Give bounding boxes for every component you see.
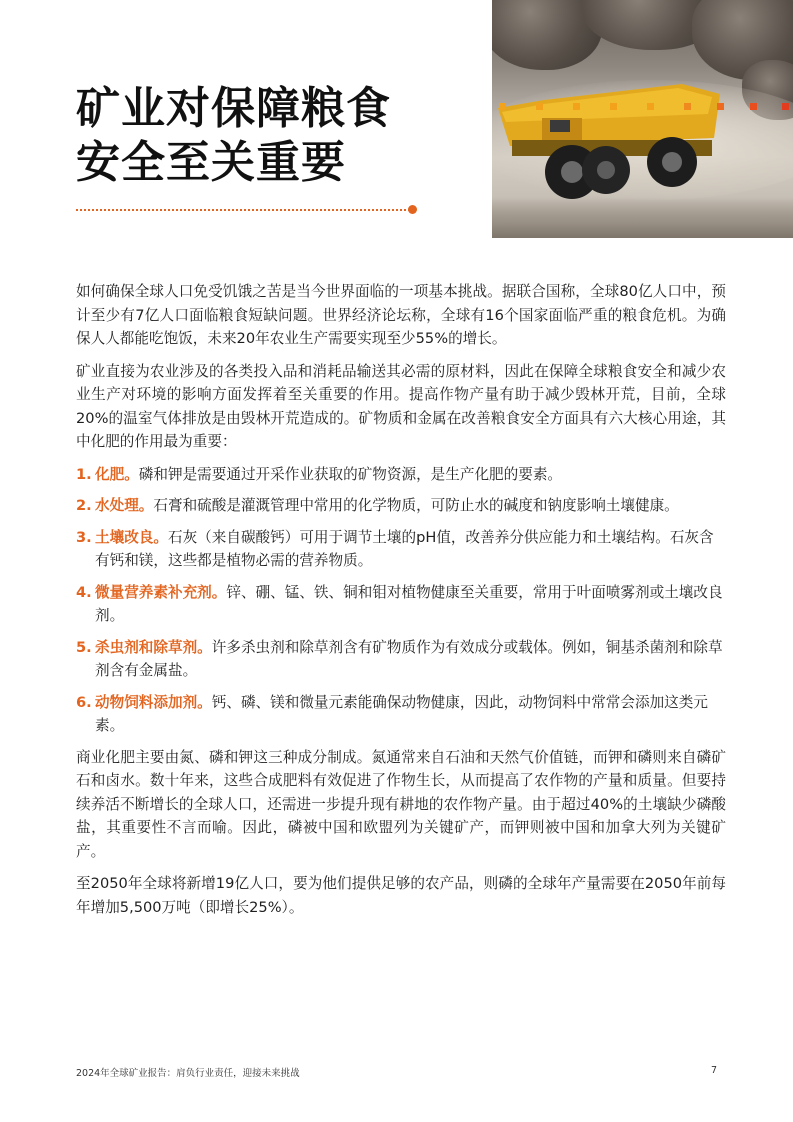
title-line-1: 矿业对保障粮食 bbox=[76, 83, 391, 134]
list-item-body: 钙、磷、镁和微量元素能确保动物健康，因此，动物饲料中常常会添加这类元素。 bbox=[95, 693, 708, 734]
list-item-heading: 动物饲料添加剂。 bbox=[95, 693, 212, 711]
list-item-body: 磷和钾是需要通过开采作业获取的矿物资源，是生产化肥的要素。 bbox=[138, 465, 563, 483]
list-item-heading: 水处理。 bbox=[95, 497, 154, 514]
list-item-number: 5. bbox=[76, 638, 92, 656]
list-item-heading: 土壤改良。 bbox=[95, 528, 168, 546]
list-item-body: 石灰（来自碳酸钙）可用于调节土壤的pH值，改善养分供应能力和土壤结构。石灰含有钙和镁，这些都是植物必需的营养物质。 bbox=[95, 528, 714, 569]
footer-report-title: 2024年全球矿业报告：肩负行业责任，迎接未来挑战 bbox=[76, 1068, 300, 1079]
list-item-heading: 化肥。 bbox=[95, 465, 139, 483]
article-body bbox=[76, 280, 726, 928]
list-item-text bbox=[95, 581, 726, 628]
accent-dot-9 bbox=[782, 103, 789, 110]
list-item bbox=[76, 463, 726, 487]
paragraph-phosphorus-demand: 至2050年全球将新增19亿人口，要为他们提供足够的农产品，则磷的全球年产量需要在2050年前每年增加5,500万吨（即增长25%）。 bbox=[76, 875, 726, 916]
mining-truck-icon bbox=[492, 0, 793, 238]
list-item-number: 4. bbox=[76, 583, 92, 601]
accent-dot-3 bbox=[573, 103, 580, 110]
list-item-text bbox=[95, 691, 726, 738]
list-item bbox=[76, 691, 726, 738]
intro-paragraph-2: 矿业直接为农业涉及的各类投入品和消耗品输送其必需的原材料，因此在保障全球粮食安全和减少农业生产对环境的影响方面发挥着至关重要的作用。提高作物产量有助于减少毁林开荒，目前，全球20%的温室气体排放是由毁林开荒造成的。矿物质和金属在改善粮食安全方面具有六大核心用途，其中化肥的作用最为重要： bbox=[76, 362, 726, 450]
list-item-text bbox=[95, 636, 726, 683]
title-dotted-rule bbox=[76, 209, 410, 211]
title-line-2: 安全至关重要 bbox=[76, 137, 346, 188]
accent-dot-7 bbox=[717, 103, 724, 110]
list-item-heading: 杀虫剂和除草剂。 bbox=[95, 638, 212, 656]
accent-dot-6 bbox=[684, 103, 691, 110]
list-item-text bbox=[95, 526, 726, 573]
list-item-body: 石膏和硫酸是灌溉管理中常用的化学物质，可防止水的碱度和钠度影响土壤健康。 bbox=[153, 497, 679, 514]
list-item bbox=[76, 526, 726, 573]
accent-dot-1 bbox=[499, 103, 506, 110]
title-rule-end-dot bbox=[408, 205, 417, 214]
list-item bbox=[76, 494, 726, 518]
accent-dot-5 bbox=[647, 103, 654, 110]
list-item-number: 2. bbox=[76, 497, 92, 514]
accent-dot-4 bbox=[610, 103, 617, 110]
hero-photo-mining-truck bbox=[492, 0, 793, 238]
list-item-number: 3. bbox=[76, 528, 92, 546]
intro-paragraph-1: 如何确保全球人口免受饥饿之苦是当今世界面临的一项基本挑战。据联合国称，全球80亿人口中，预计至少有7亿人口面临粮食短缺问题。世界经济论坛称，全球有16个国家面临严重的粮食危机。为确保人人都能吃饱饭，未来20年农业生产需要实现至少55%的增长。 bbox=[76, 283, 726, 347]
list-item bbox=[76, 581, 726, 628]
page-title bbox=[76, 82, 476, 190]
list-item bbox=[76, 636, 726, 683]
accent-dot-8 bbox=[750, 103, 757, 110]
list-item-number: 1. bbox=[76, 465, 92, 483]
list-item-text bbox=[95, 494, 726, 518]
list-item-heading: 微量营养素补充剂。 bbox=[95, 583, 227, 601]
paragraph-fertilizer-composition: 商业化肥主要由氮、磷和钾这三种成分制成。氮通常来自石油和天然气价值链，而钾和磷则来自磷矿石和卤水。数十年来，这些合成肥料有效促进了作物生长，从而提高了农作物的产量和质量。但要持续养活不断增长的全球人口，还需进一步提升现有耕地的农作物产量。由于超过40%的土壤缺少磷酸盐，其重要性不言而喻。因此，磷被中国和欧盟列为关键矿产，而钾则被中国和加拿大列为关键矿产。 bbox=[76, 748, 726, 860]
accent-dot-2 bbox=[536, 103, 543, 110]
list-item-number: 6. bbox=[76, 693, 92, 711]
list-item-body: 锌、硼、锰、铁、铜和钼对植物健康至关重要，常用于叶面喷雾剂或土壤改良剂。 bbox=[95, 583, 723, 624]
footer-page-number: 7 bbox=[710, 1065, 717, 1076]
list-item-body: 许多杀虫剂和除草剂含有矿物质作为有效成分或载体。例如，铜基杀菌剂和除草剂含有金属盐。 bbox=[95, 638, 723, 679]
list-item-text bbox=[95, 463, 726, 487]
